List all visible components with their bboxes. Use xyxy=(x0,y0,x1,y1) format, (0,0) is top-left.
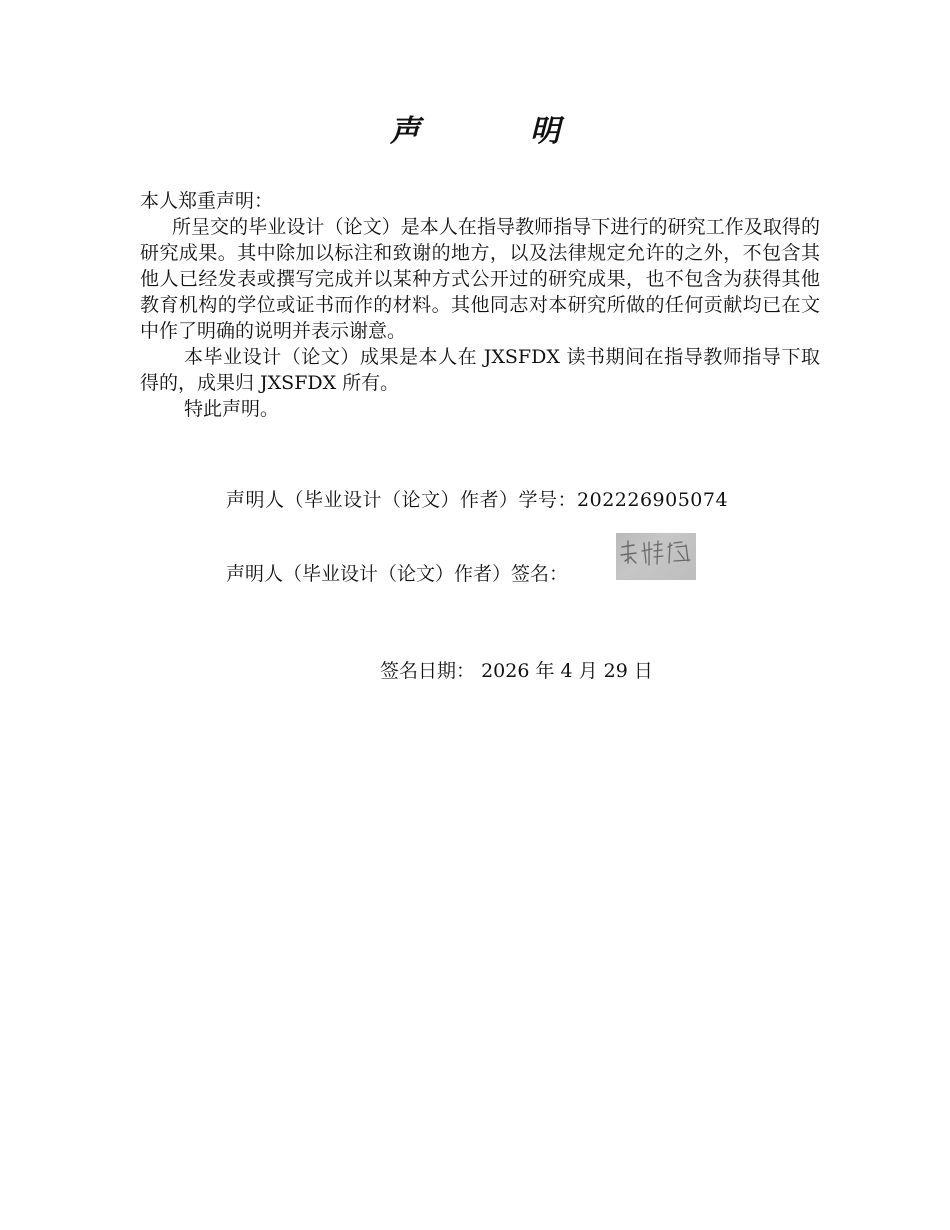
signature-scribble xyxy=(616,533,696,580)
signature-label: 声明人（毕业设计（论文）作者）签名： xyxy=(226,563,569,585)
student-id-value: 202226905074 xyxy=(577,489,729,511)
intro-line: 本人郑重声明： xyxy=(140,190,274,212)
declaration-body xyxy=(140,188,820,422)
signature-date-row xyxy=(380,658,653,684)
student-id-row xyxy=(226,487,728,513)
signature-date-label: 签名日期： xyxy=(380,660,476,682)
signature-row xyxy=(226,561,568,587)
paragraph-research-originality: 所呈交的毕业设计（论文）是本人在指导教师指导下进行的研究工作及取得的研究成果。其中除加以标注和致谢的地方，以及法律规定允许的之外，不包含其他人已经发表或撰写完成并以某种方式公开过的研究成果，也不包含为获得其他教育机构的学位或证书而作的材料。其他同志对本研究所做的任何贡献均已在文中作了明确的说明并表示谢意。 xyxy=(140,216,820,342)
page-title: 声 明 xyxy=(390,114,600,149)
closing-line: 特此声明。 xyxy=(184,398,280,420)
student-id-label: 声明人（毕业设计（论文）作者）学号： xyxy=(226,489,578,511)
signature-date-value: 2026 年 4 月 29 日 xyxy=(481,660,653,682)
handwritten-signature-image xyxy=(616,533,696,580)
paragraph-ownership: 本毕业设计（论文）成果是本人在 JXSFDX 读书期间在指导教师指导下取得的，成果归 JXSFDX 所有。 xyxy=(140,346,820,394)
